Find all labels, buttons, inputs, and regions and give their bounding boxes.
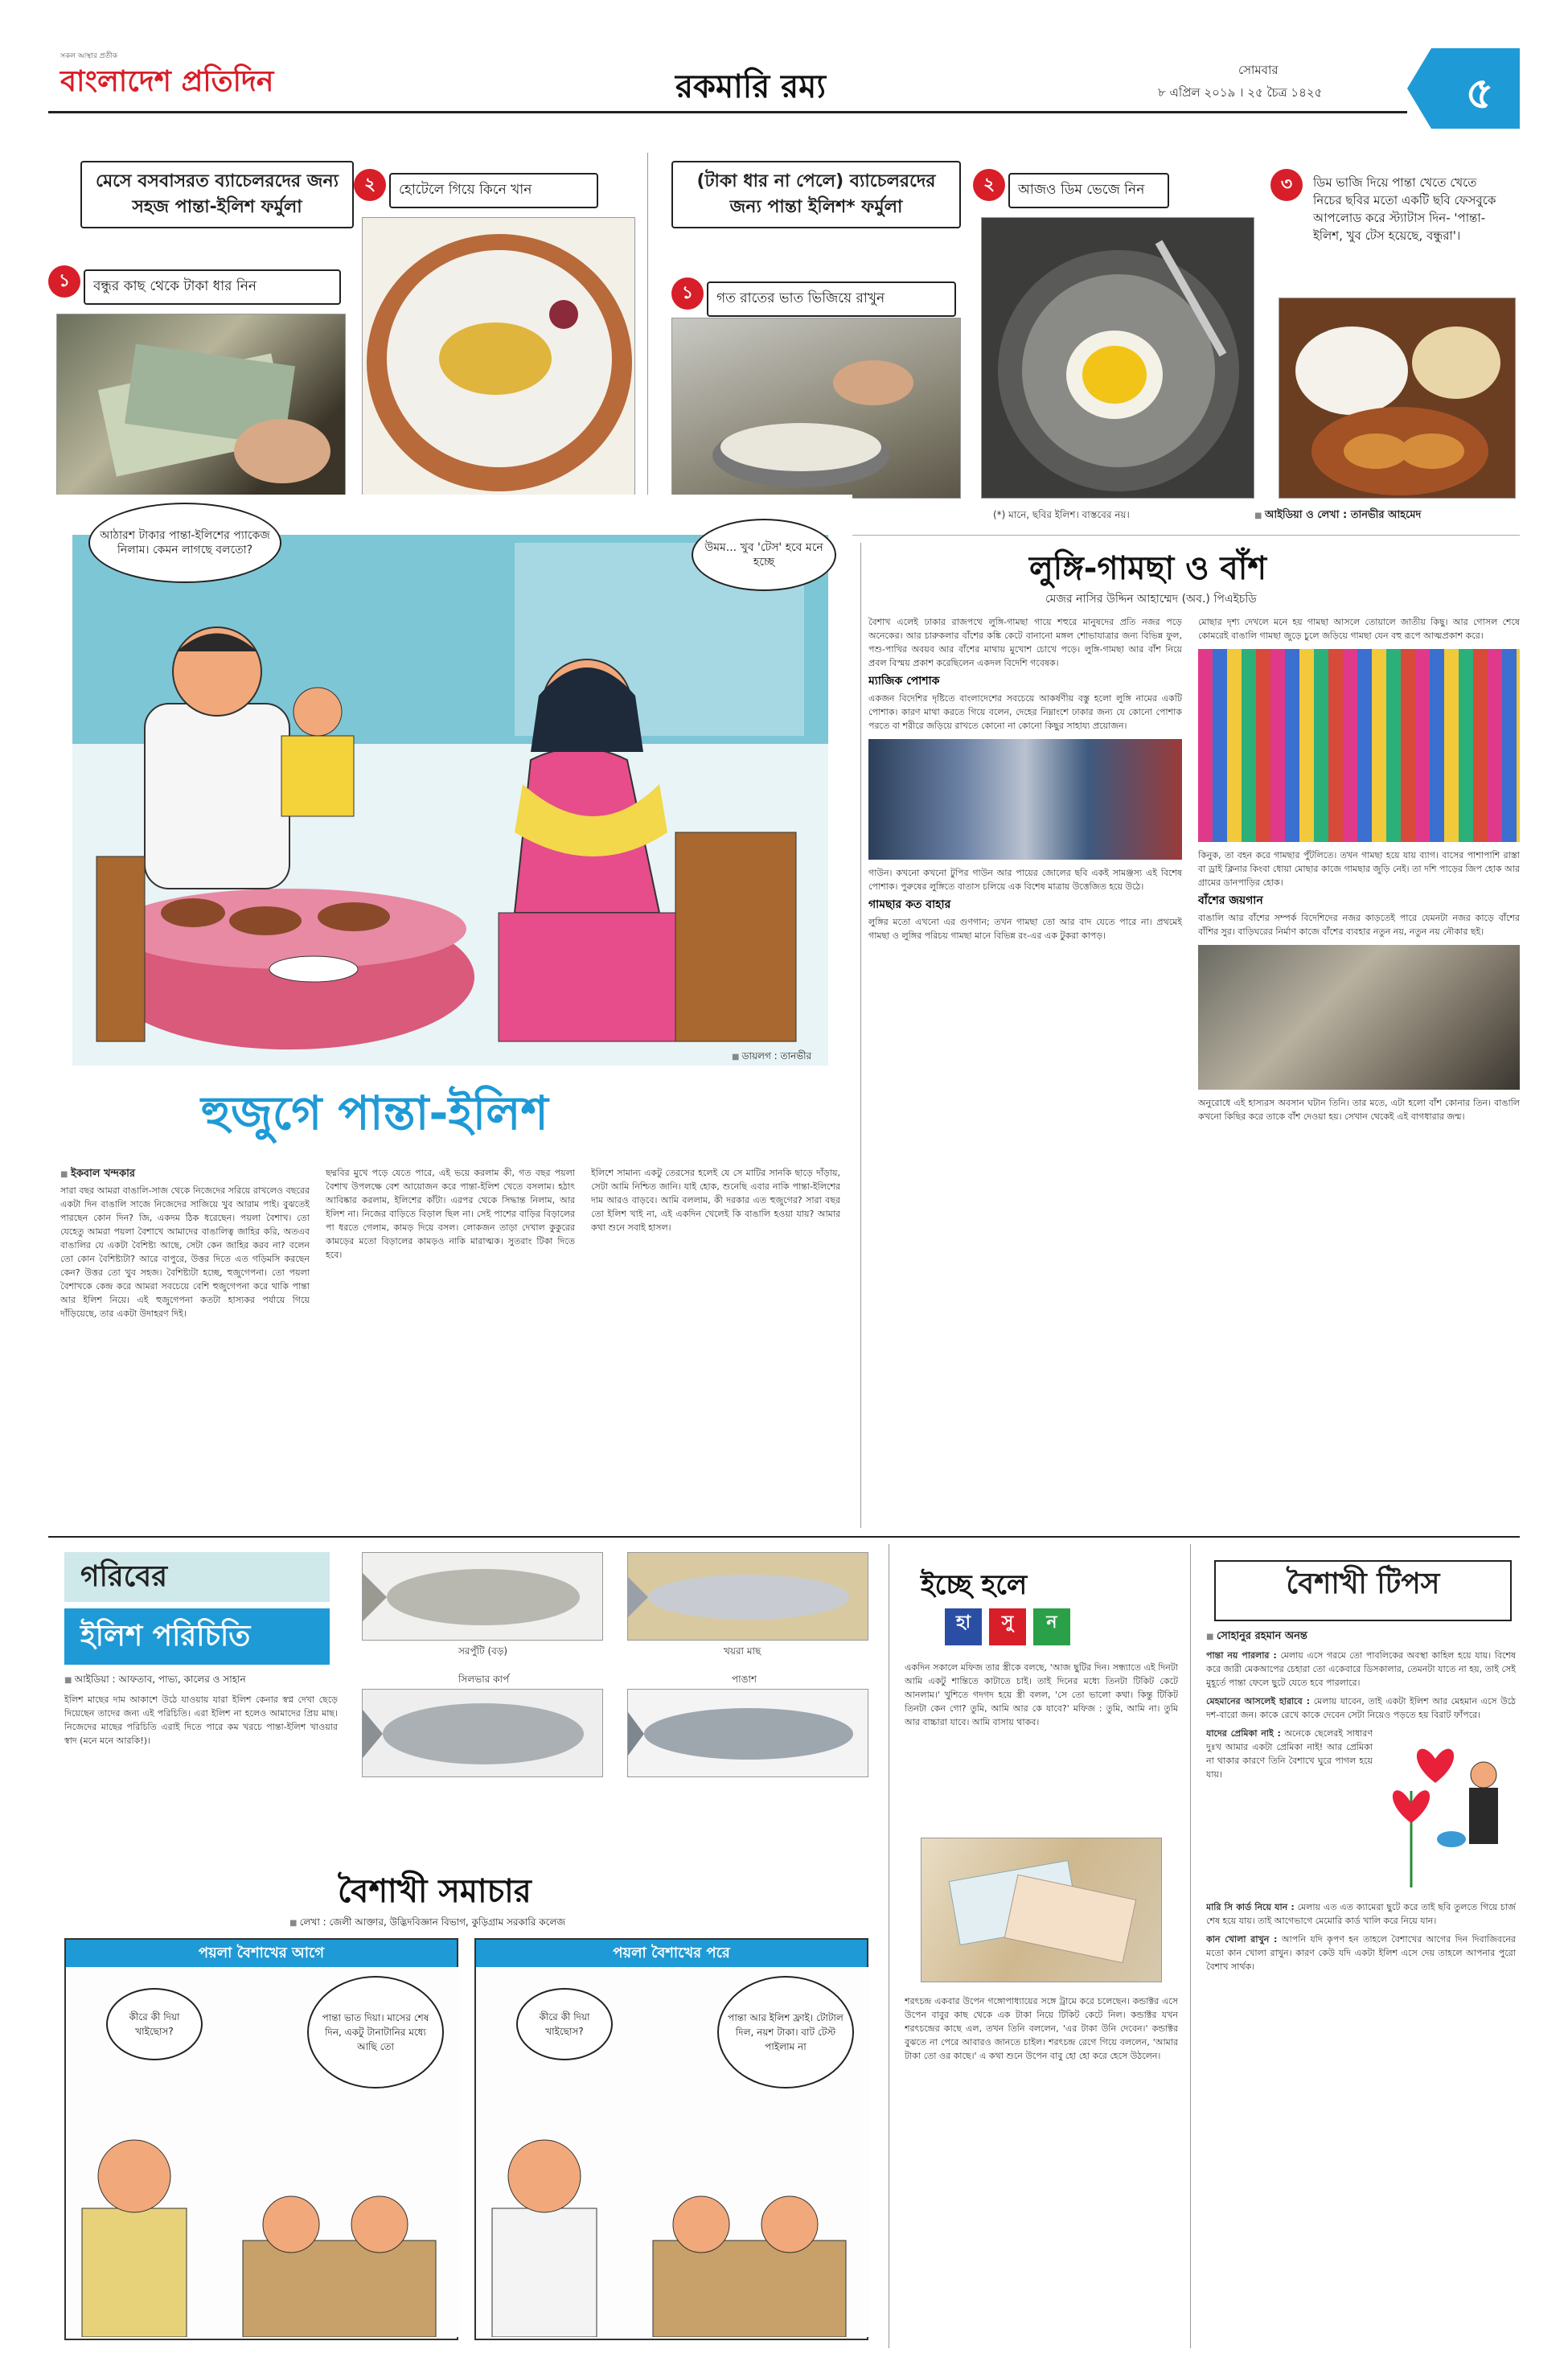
article-title: হুজুগে পান্তা-ইলিশ bbox=[201, 1086, 548, 1140]
fish-label: খয়রা মাছ bbox=[724, 1645, 761, 1657]
subheading: বাঁশের জয়গান bbox=[1198, 894, 1263, 907]
author: ■ সোহানুর রহমান অনন্ত bbox=[1206, 1629, 1307, 1645]
credit: ■ আইডিয়া : আফতাব, পাভ্য, কালের ও সাহান bbox=[64, 1673, 246, 1689]
bamboo-photo bbox=[1198, 945, 1520, 1090]
step-badge: ৩ bbox=[1270, 169, 1303, 201]
logo-tagline: সকল আস্থার প্রতীক bbox=[60, 52, 118, 60]
lungi-photo bbox=[868, 739, 1182, 860]
speech-bubble: কীরে কী দিয়া খাইছোস? bbox=[516, 1988, 613, 2060]
comic-title: পয়লা বৈশাখের পরে bbox=[476, 1940, 867, 1967]
fish-label: সিলভার কার্প bbox=[458, 1674, 510, 1685]
comic-title: পয়লা বৈশাখের আগে bbox=[66, 1940, 457, 1967]
section-title: বৈশাখী টিপস bbox=[1214, 1560, 1512, 1621]
main-cartoon bbox=[48, 495, 852, 1070]
subheading: গামছার কত বাহার bbox=[868, 898, 951, 911]
article-title: লুঙ্গি-গামছা ও বাঁশ bbox=[1029, 550, 1267, 587]
comic-before bbox=[64, 1938, 458, 2340]
fish-label: পাঙাশ bbox=[732, 1674, 757, 1685]
tip-item: মেহমানের আসলেই হারাবে : মেলায় যাবেন, তাই একটা ইলিশ আর মেহমান এসে উঠে দশ-বারো জন। কাকে রেখে কাকে দেবেন সেটা নিয়েও পড়তে হয় বিরাট ফাঁপরে। bbox=[1206, 1696, 1516, 1720]
speech-bubble: পান্তা আর ইলিশ ফ্রাই। টোটাল দিল, নয়শ টাকা। বাট টেস্ট পাইলাম না bbox=[717, 1976, 854, 2089]
step-label: আজও ডিম ভেজে নিন bbox=[1008, 173, 1169, 208]
step-badge: ২ bbox=[354, 169, 386, 201]
masthead bbox=[48, 48, 1520, 137]
article-column: ছদ্মবির মুখে পড়ে যেতে পারে, এই ভয়ে করলাম কী, গত বছর পয়লা বৈশাখ উপলক্ষে বেশ আয়োজন করে পান্তা-ইলিশ খেতে বসলাম। হঠাৎ আবিষ্কার করলাম, ইলিশের কাঁটা। এরপর থেকে সিদ্ধান্ত নিলাম, আর ইলিশ না। নিজের বাড়িতে বিড়াল ছিল না। সেই পাশের বাড়ির বিড়ালের পা ধরতে গেলাম, কামড় দিয়ে বসল। লোকজন তাড়া দেখাল কুকুরের কামড়ের মতো বিড়ালের কামড়ও নাকি মারাত্মক। সুতরাং টিকা দিতে হবে। bbox=[326, 1168, 575, 1260]
tip-item: পান্তা নয় পারলার : মেলায় এসে গরমে তো পাবলিকের অবস্থা কাহিল হয়ে যায়। বিশেষ করে জারী মেকআপের চেহারা তো একেবারে ডিসকালার, তেমনটা যাতে না হয়, তাই সেই মুহূর্তে পান্তা ফেলে ছুটে যেতে হবে পারলারে। bbox=[1206, 1650, 1516, 1688]
article-column bbox=[1198, 615, 1520, 1524]
fish-photo bbox=[362, 1689, 603, 1777]
hujuge-article bbox=[48, 1078, 852, 1528]
section-title: গরিবের bbox=[64, 1552, 330, 1602]
tip-item: কান খোলা রাখুন : আপনি যদি কৃপণ হন তাহলে বৈশাখের আগের দিন দিবাজিবনের মতো কান খোলা রাখুন। কারণ কেউ যদি একটা ইলিশ এসে দেয় তাহলে আপনার পুরো বৈশাখ সার্থক। bbox=[1206, 1934, 1516, 1972]
step-badge: ১ bbox=[48, 265, 80, 298]
section-title: বৈশাখী সমাচার bbox=[338, 1873, 532, 1910]
heart-plant-illustration bbox=[1379, 1727, 1516, 1896]
paragraph: মোছার দৃশ্য দেখলে মনে হয় গামছা আসলে তোয়ালে জাতীয় কিছু। আর গোসল শেষে কোমরেই বাঙালি গামছা জুড়ে চুলে জড়িয়ে গামছা যেন বহু রূপে আত্মপ্রকাশ করে। bbox=[1198, 617, 1520, 641]
paragraph: বাঙালি আর বাঁশের সম্পর্ক বিদেশিদের নজর কাড়তেই পারে যেমনটা নজর কাড়ে বাঁশের বাঁশির সুর। বাড়িঘরের নির্মাণ কাজে বাঁশের ব্যবহার নতুন নয়, নতুন নয় নৌকার ছই। bbox=[1198, 913, 1520, 937]
credit: ■ লেখা : জেলী আক্তার, উদ্ভিদবিজ্ঞান বিভাগ, কুড়িগ্রাম সরকারি কলেজ bbox=[289, 1916, 565, 1932]
logo: বাংলাদেশ প্রতিদিন bbox=[60, 65, 274, 98]
step-label: গত রাতের ভাত ভিজিয়ে রাখুন bbox=[707, 281, 956, 317]
paragraph: গাউন। কখনো কখনো টুপির গাউন আর পায়ের জোলের ছবি একই সামঞ্জস্য এই বিশেষ পোশাক। পুরুষের লুঙ্গিতে বাতাস চলিয়ে এক বিশেষ মাত্রায় উত্তেজিত হয়ে উঠে। bbox=[868, 868, 1182, 892]
joke-text: শরৎচন্দ্র একবার উপেন গঙ্গোপাধ্যায়ের সঙ্গে ট্রামে করে চলেছেন। কন্ডাক্টর এসে উপেন বাবুর কাছ থেকে এক টাকা নিয়ে টিকিট কেটে নিল। কন্ডাক্টর যখন শরৎচন্দ্রের কাছে এল, তখন তিনি বললেন, 'এর টাকা উনি দেবেন।' কন্ডাক্টর বুঝতে না পেরে আবারও জানতে চাইল। শরৎচন্দ্র রেগে গিয়ে বললেন, 'আমার টাকা তো ওর কাছে।' এ কথা শুনে উপেন বাবু হো হো করে হেসে উঠলেন। bbox=[905, 1996, 1178, 2061]
fish-photo bbox=[362, 1552, 603, 1641]
fish-label: সরপুঁটি (বড়) bbox=[458, 1645, 508, 1657]
section-title: ইচ্ছে হলে bbox=[921, 1569, 1028, 1601]
subheading: ম্যাজিক পোশাক bbox=[868, 675, 940, 688]
intro-text: ইলিশ মাছের দাম আকাশে উঠে যাওয়ায় যারা ইলিশ কেনার স্বপ্ন দেখা ছেড়ে দিয়েছেন তাদের জন্য এই পরিচিতি। এরা ইলিশ না হলেও আমাদের প্রিয় মাছ। নিজেদের মাছের পরিচিতি এরাই দিতে পারে কম খরচে পান্তা-ইলিশ খাওয়ার স্বাদ (মনে মনে আরকি!)। bbox=[64, 1694, 338, 1746]
formula-a bbox=[48, 145, 635, 499]
tip-item: যাদের প্রেমিকা নাই : অনেকে ছেলেরই সাধারণ দুঃখ আমার একটা প্রেমিকা নাই! আর প্রেমিকা না থাকার কারণে তিনি বৈশাখে ঘুরে পাগল হয়ে যায়। bbox=[1206, 1728, 1373, 1780]
masthead-rule bbox=[48, 111, 1407, 113]
panta-photo bbox=[362, 217, 635, 499]
author: মেজর নাসির উদ্দিন আহাম্মেদ (অব.) পিএইচডি bbox=[1045, 593, 1257, 606]
paragraph: কিনুক, তা বহন করে গামছার পুঁটলিতে। তখন গামছা হয়ে যায় ব্যাগ। বাসের পাশাপাশি রাস্তা বা ড্রাই ক্লিনার কিংবা ধোয়া মোছার কাজে গামছার জুড়ি নেই। তা দশি পাড়ের জিপ হোক আর গ্রামের ডানপাড়ির হোক। bbox=[1198, 850, 1520, 888]
formula-b bbox=[655, 145, 1520, 531]
comic-after bbox=[474, 1938, 868, 2340]
column-divider bbox=[1190, 1544, 1191, 2348]
page-number: ৫ bbox=[1465, 68, 1494, 118]
lungi-article bbox=[868, 543, 1520, 1528]
tip-item: মারি সি কার্ড নিয়ে যান : মেলায় এত এত ক্যামেরা ছুটে করে তাই ছবি তুলতে গিয়ে চার্জ শেষ হয়ে যায়। তাই আগেভাগে মেমোরি কার্ড খালি করে নিয়ে যান। bbox=[1206, 1902, 1516, 1926]
step-label: ডিম ভাজি দিয়ে পান্তা খেতে খেতে নিচের ছবির মতো একটি ছবি ফেসবুকে আপলোড করে স্ট্যাটাস দিন- 'পান্তা-ইলিশ, খুব টেস হয়েছে, বন্ধুরা'। bbox=[1305, 169, 1514, 249]
section-rule bbox=[48, 1536, 1520, 1538]
section-title: ইলিশ পরিচিতি bbox=[64, 1608, 330, 1665]
paragraph: অনুরোধে এই হাস্যরস অবসান ঘটান তিনি। তার মতে, এটা হলো বাঁশ কোনার তিন। বাঙালি কখনো কিছির করে তাকে বাঁশ দেওয়া হয়। সেখান থেকেই এই বাগধারার জন্ম। bbox=[1198, 1098, 1520, 1122]
gamchha-photo bbox=[1198, 649, 1520, 842]
article-column: ইলিশে সামান্য একটু তেরসের হলেই যে সে মাটির সানকি ছাড়ে দাঁড়ায়, সেটা আমি নিশ্চিত জানি। যাই হোক, শুনেছি এবার নাকি পান্তা-ইলিশের দাম আরও বাড়বে। আমি বললাম, কী দরকার এত হুজুগের? সারা বছর তো ইলিশ খাই না, এই একদিন খেলেই কি বাঙালি হওয়া যায়? আমার কথা শুনে সবাই হাসল। bbox=[591, 1168, 840, 1233]
speech-bubble: কীরে কী দিয়া খাইছোস? bbox=[106, 1988, 203, 2060]
step-badge: ২ bbox=[973, 169, 1005, 201]
article-column: সারা বছর আমরা বাঙালি-সাজ থেকে নিজেদের সরিয়ে রাখলেও বছরের একটা দিন বাঙালি সাজে নিজেদের সাজিয়ে খুব আরাম পাই। বুঝতেই পারছেন কোন দিন? জি, একদম ঠিক ধরেছেন। পয়লা বৈশাখ। তো যেহেতু আমরা পয়লা বৈশাখে আমাদের বাঙালিত্ব জাহির করি, অতএব বাঙালির যে একটা বৈশিষ্ট্য আছে, সেটা কেন জাহির করব না? বলেন তো কোন বৈশিষ্ট্যটা? আরে বাপুরে, উত্তর দিতে এত গড়িমসি করছেন কেন? উত্তর তো খুব সহজ। বৈশিষ্ট্যটা হচ্ছে, হুজুগেপনা। তো পয়লা বৈশাখকে কেন্দ্র করে আমরা সবচেয়ে বেশি হুজুগেপনা করে থাকি পান্তা আর ইলিশ নিয়ে। এই হুজুগেপনা কতটা হাস্যকর পর্যায়ে গিয়ে দাঁড়িয়েছে, তার একটা উদাহরণ দিই। bbox=[60, 1185, 310, 1319]
step-label: হোটেলে গিয়ে কিনে খান bbox=[389, 173, 598, 208]
speech-bubble: পান্তা ভাত দিয়া। মাসের শেষ দিন, একটু টানাটানির মধ্যে আছি তো bbox=[307, 1976, 444, 2089]
tips-section bbox=[1198, 1544, 1520, 2348]
letter-tile: হা bbox=[945, 1608, 982, 1645]
money-photo bbox=[56, 314, 346, 499]
credit: ■ আইডিয়া ও লেখা : তানভীর আহমেদ bbox=[1254, 507, 1421, 524]
speech-bubble-woman: উমম... খুব 'টেস' হবে মনে হচ্ছে bbox=[692, 519, 836, 591]
letter-tile: ন bbox=[1033, 1608, 1070, 1645]
speech-bubble-man: আঠারশ টাকার পান্তা-ইলিশের প্যাকেজ নিলাম। কেমন লাগছে বলতো? bbox=[88, 503, 281, 583]
joke-text: একদিন সকালে মফিজ তার স্ত্রীকে বলছে, 'আজ ছুটির দিন। সন্ধ্যাতে এই দিনটা আমি একটু শান্তিতে কাটাতে চাই। তাই দিনের মধ্যে তিনটা টিকিট কেটে আনলাম।' খুশিতে গদগদ হয়ে স্ত্রী বলল, 'সে তো ভালো কথা। কিন্তু টিকিট তিনটা কেন গো? তুমি, আমি আর কে যাবে?' মফিজ : তুমি, আমি না। তুমি আর বাচ্চারা যাবে। আমি বাসায় থাকব। bbox=[905, 1662, 1178, 1727]
paragraph: লুঙ্গির মতো এখনো এর গুণগান; তখন গামছা তো আর বাদ যেতে পারে না। প্রথমেই গামছা ও লুঙ্গির পরিচয় গামছা মানে বিভিন্ন রং-এর এক টুকরা কাপড়। bbox=[868, 917, 1182, 941]
rice-photo bbox=[671, 318, 961, 499]
ichhe-section bbox=[897, 1544, 1186, 2348]
fish-photo bbox=[627, 1552, 868, 1641]
poribar-section bbox=[48, 1544, 885, 1866]
egg-photo bbox=[981, 217, 1254, 499]
fish-photo bbox=[627, 1689, 868, 1777]
date-day: সোমবার bbox=[1238, 63, 1279, 77]
ilish-feast-photo bbox=[1279, 298, 1516, 499]
tips-list bbox=[1206, 1649, 1516, 2340]
paragraph: বৈশাখ এলেই ঢাকার রাজপথে লুঙ্গি-গামছা গায়ে শহুরে মানুষদের প্রতি নজর পড়ে অনেকের। আর চারুকলার বাঁশের কঙ্কি কেটে বানানো মঙ্গল শোভাযাত্রার জন্য বিভিন্ন ফুল, পশু-পাখির অবয়ব আর বাঁশের মাথায় মুখোশ চোখে পড়ে। লুঙ্গি-গামছা আর বাঁশ নিয়ে প্রবল বিস্ময় প্রকাশ করেছিলেন একদল বিদেশি গবেষক। bbox=[868, 617, 1182, 668]
samachar-section bbox=[48, 1866, 885, 2348]
date-line: ৮ এপ্রিল ২০১৯ । ২৫ চৈত্র ১৪২৫ bbox=[1158, 85, 1323, 100]
step-badge: ১ bbox=[671, 277, 704, 310]
column-divider bbox=[647, 153, 648, 499]
paragraph: একজন বিদেশির দৃষ্টিতে বাংলাদেশের সবচেয়ে আকর্ষণীয় বস্তু হলো লুঙ্গি নামের একটি পোশাক। কারণ মাথা করতে গিয়ে বলেন, দেহের নিম্নাংশে ঢাকার জন্য যে কোনো পোশাক পরতে বা শরীরে জড়িয়ে রাখতে কোনো না কোনো কিছুর সাহায্য প্রয়োজন। bbox=[868, 693, 1182, 731]
footnote: (*) মানে, ছবির ইলিশ। বাস্তবের নয়। bbox=[993, 509, 1130, 520]
step-label: বন্ধুর কাছ থেকে টাকা ধার নিন bbox=[84, 269, 341, 305]
formula-a-title: মেসে বসবাসরত ব্যাচেলরদের জন্য সহজ পান্তা-ইলিশ ফর্মুলা bbox=[80, 161, 354, 228]
article-column bbox=[868, 615, 1182, 1524]
section-title: রকমারি রম্য bbox=[675, 68, 826, 105]
author: ■ ইকবাল খন্দকার bbox=[60, 1166, 135, 1183]
letter-tile: সু bbox=[989, 1608, 1026, 1645]
tickets-photo bbox=[921, 1838, 1162, 1982]
cartoon-credit: ■ ডায়লগ : তানভীর bbox=[732, 1049, 811, 1066]
formula-b-title: (টাকা ধার না পেলে) ব্যাচেলরদের জন্য পান্তা ইলিশ* ফর্মুলা bbox=[671, 161, 961, 228]
column-divider bbox=[860, 543, 861, 1528]
